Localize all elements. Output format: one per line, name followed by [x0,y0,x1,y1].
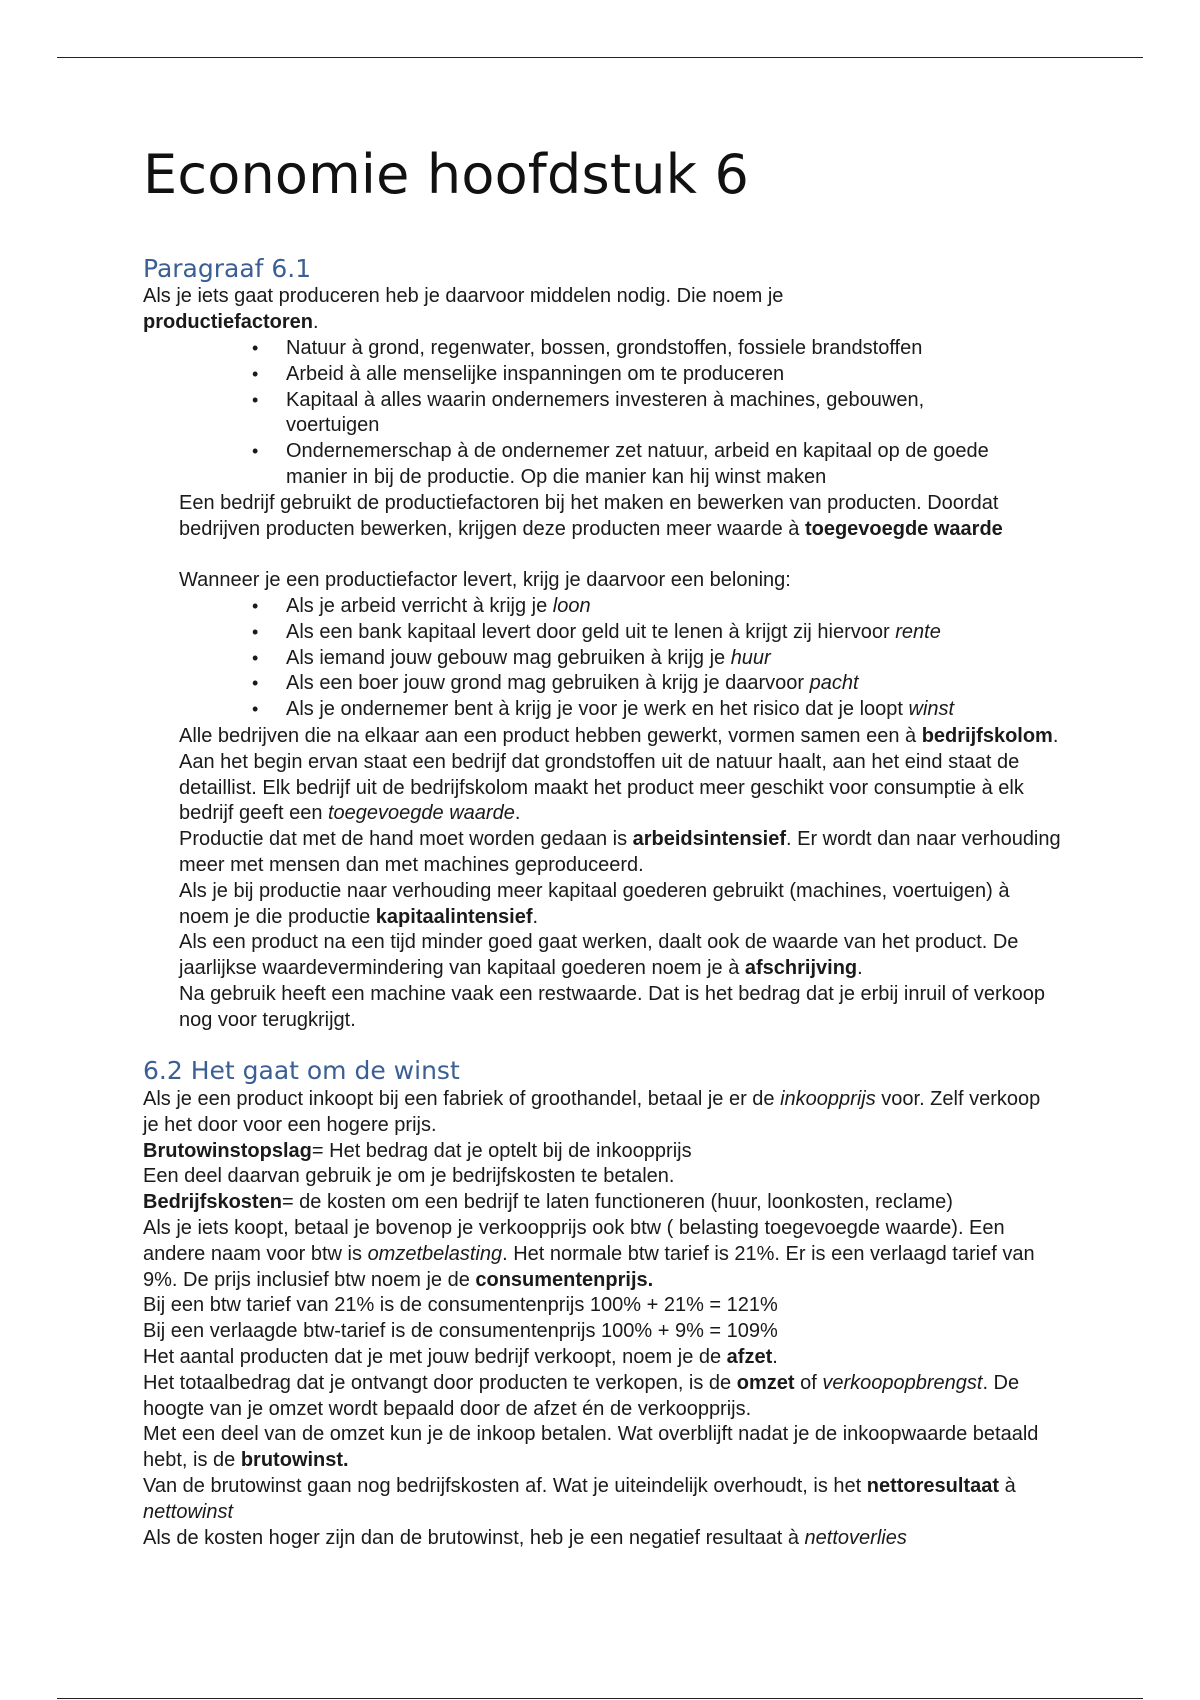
text-fragment: Productie dat met de hand moet worden gedaan is [179,828,633,851]
text-fragment: voor. Zelf verkoop je het door voor een hogere prijs. [143,1088,1041,1136]
italic-term: omzetbelasting [367,1242,503,1265]
bold-term: nettoresultaat [866,1474,1000,1497]
bold-term: arbeidsintensief [632,828,787,851]
beloning-text [179,568,1049,594]
text-fragment: Arbeid à alle menselijke inspanningen om te produceren [286,362,785,385]
bold-term: Bedrijfskosten [143,1191,282,1214]
text-fragment: Bij een verlaagde btw-tarief is de consumentenprijs 100% + 9% = 109% [143,1320,778,1343]
reward-item [252,646,1072,672]
text-fragment: Als iemand jouw gebouw mag gebruiken à krijg je [286,646,731,669]
section1-paragraph [179,827,1064,879]
section2-paragraph [143,1190,1058,1216]
italic-term: nettowinst [143,1500,234,1523]
text-fragment: Na gebruik heeft een machine vaak een restwaarde. Dat is het bedrag dat je erbij inruil of verkoop nog voor terugkrijgt. [179,982,1046,1031]
bold-term: Brutowinstopslag [143,1139,312,1162]
section2-paragraph [143,1526,1058,1552]
text-fragment: Als je bij productie naar verhouding meer kapitaal goederen gebruikt (machines, voertuigen) à noem je die productie [179,879,1010,928]
factor-item [252,439,1022,491]
rewards-list-block [252,594,1072,723]
bottom-rule [57,1698,1143,1699]
heading-paragraaf-6-1: Paragraaf 6.1 [143,254,312,283]
beloning-paragraph [179,568,1049,594]
reward-item [252,671,1072,697]
bold-term: consumentenprijs. [475,1268,654,1291]
text-fragment: . [532,905,539,928]
text-fragment: Als een bank kapitaal levert door geld uit te lenen à krijgt zij hiervoor [286,620,896,643]
bold-term: afzet [726,1345,773,1368]
text-fragment: of [794,1371,823,1394]
text-fragment: Natuur à grond, regenwater, bossen, grondstoffen, fossiele brandstoffen [286,337,923,359]
rewards-list [252,594,1072,723]
text-fragment: Van de brutowinst gaan nog bedrijfskosten af. Wat je uiteindelijk overhoudt, is het [143,1474,867,1497]
reward-item [252,697,1072,723]
factor-item [252,388,1022,440]
toegevoegd-text [179,491,1049,543]
italic-term: toegevoegde waarde [328,802,515,825]
italic-term: rente [895,620,941,643]
text-fragment: Met een deel van de omzet kun je de inkoop betalen. Wat overblijft nadat je de inkoopwaarde betaald hebt, is de [143,1423,1039,1472]
text-fragment: . [772,1345,778,1368]
text-fragment: Als je iets gaat produceren heb je daarvoor middelen nodig. Die noem je [143,285,784,307]
bold-term: omzet [736,1371,795,1394]
text-fragment: . Aan het begin ervan staat een bedrijf dat grondstoffen uit de natuur haalt, aan het eind staat de detaillist. Elk bedrijf uit de bedrijfskolom maakt het product meer geschikt voor consumptie à elk bedrijf geeft een [179,725,1059,825]
factors-list-block [252,336,1022,491]
section1-paragraph [179,930,1064,982]
bold-term: afschrijving [744,957,858,980]
toegevoegd-paragraph [179,491,1049,543]
text-fragment: Als je een product inkoopt bij een fabriek of groothandel, betaal je er de [143,1088,781,1110]
bold-term: brutowinst. [240,1449,349,1472]
section2-paragraph [143,1319,1058,1345]
italic-term: verkoopopbrengst [822,1371,983,1394]
factor-item [252,336,1022,362]
text-fragment: Het totaalbedrag dat je ontvangt door producten te verkopen, is de [143,1371,737,1394]
bold-term: toegevoegde waarde [804,517,1003,540]
italic-term: loon [552,595,591,617]
section2-paragraph [143,1216,1058,1293]
reward-item [252,620,1072,646]
text-fragment: . Er wordt dan naar verhouding meer met mensen dan met machines geproduceerd. [179,828,1061,876]
text-fragment: = de kosten om een bedrijf te laten functioneren (huur, loonkosten, reclame) [281,1191,953,1214]
section2-paragraph [143,1474,1058,1526]
text-fragment: = Het bedrag dat je optelt bij de inkoopprijs [311,1139,692,1162]
section2-paragraph [143,1422,1058,1474]
text-fragment: Als je ondernemer bent à krijg je voor je werk en het risico dat je loopt [286,698,909,721]
text-fragment: Als een product na een tijd minder goed gaat werken, daalt ook de waarde van het product. De jaarlijkse waardevermindering van kapitaal goederen noem je à [179,931,1019,980]
text-fragment: Als een boer jouw grond mag gebruiken à krijg je daarvoor [286,672,810,695]
section1-paragraph [179,982,1064,1034]
section2-paragraph [143,1139,1058,1165]
italic-term: nettoverlies [804,1526,907,1549]
document-title: Economie hoofdstuk 6 [143,143,750,206]
section2-paragraphs [143,1087,1058,1551]
text-fragment: Bij een btw tarief van 21% is de consumentenprijs 100% + 21% = 121% [143,1294,778,1317]
text-fragment: Het aantal producten dat je met jouw bedrijf verkoopt, noem je de [143,1345,727,1368]
bold-term: bedrijfskolom [921,725,1053,747]
section1-paragraphs [179,724,1064,1034]
text-fragment: Als je iets koopt, betaal je bovenop je verkoopprijs ook btw ( belasting toegevoegde waarde). Een andere naam voor btw is [143,1216,1005,1265]
text-fragment: Als je arbeid verricht à krijg je [286,595,553,617]
text-fragment: Kapitaal à alles waarin ondernemers investeren à machines, gebouwen, voertuigen [286,388,925,437]
text-fragment: Wanneer je een productiefactor levert, krijg je daarvoor een beloning: [179,569,791,591]
intro-paragraph [143,284,903,336]
section2-paragraph [143,1345,1058,1371]
text-fragment: Als de kosten hoger zijn dan de brutowinst, heb je een negatief resultaat à [143,1526,805,1549]
text-fragment: . [514,802,521,825]
intro-text [143,284,903,336]
italic-term: pacht [809,672,859,695]
text-fragment: . [857,957,863,980]
top-rule [57,57,1143,58]
text-fragment: Een deel daarvan gebruik je om je bedrijfskosten te betalen. [143,1165,675,1188]
section2-paragraph [143,1087,1058,1139]
section2-paragraph [143,1293,1058,1319]
italic-term: inkoopprijs [780,1088,876,1110]
factors-list [252,336,1022,491]
section2-paragraph [143,1371,1058,1423]
bold-term: kapitaalintensief [375,905,533,928]
text-fragment: à [999,1474,1016,1497]
text-fragment: . Het normale btw tarief is 21%. Er is een verlaagd tarief van 9%. De prijs inclusief btw noem je de [143,1242,1035,1291]
section1-paragraph [179,724,1064,827]
heading-6-2: 6.2 Het gaat om de winst [143,1056,460,1085]
factor-item [252,362,1022,388]
italic-term: winst [908,698,955,721]
text-fragment: . [313,310,319,333]
text-fragment: Alle bedrijven die na elkaar aan een product hebben gewerkt, vormen samen een à [179,725,922,747]
section1-paragraph [179,879,1064,931]
text-fragment: . De hoogte van je omzet wordt bepaald door de afzet én de verkoopprijs. [143,1371,1020,1420]
bold-term: productiefactoren [143,310,314,333]
italic-term: huur [730,646,771,669]
text-fragment: Ondernemerschap à de ondernemer zet natuur, arbeid en kapitaal op de goede manier in bij de productie. Op die manier kan hij winst maken [286,440,989,488]
reward-item [252,594,1072,620]
text-fragment: Een bedrijf gebruikt de productiefactoren bij het maken en bewerken van producten. Doordat bedrijven producten bewerken, krijgen deze producten meer waarde à [179,492,999,540]
section2-paragraph [143,1164,1058,1190]
